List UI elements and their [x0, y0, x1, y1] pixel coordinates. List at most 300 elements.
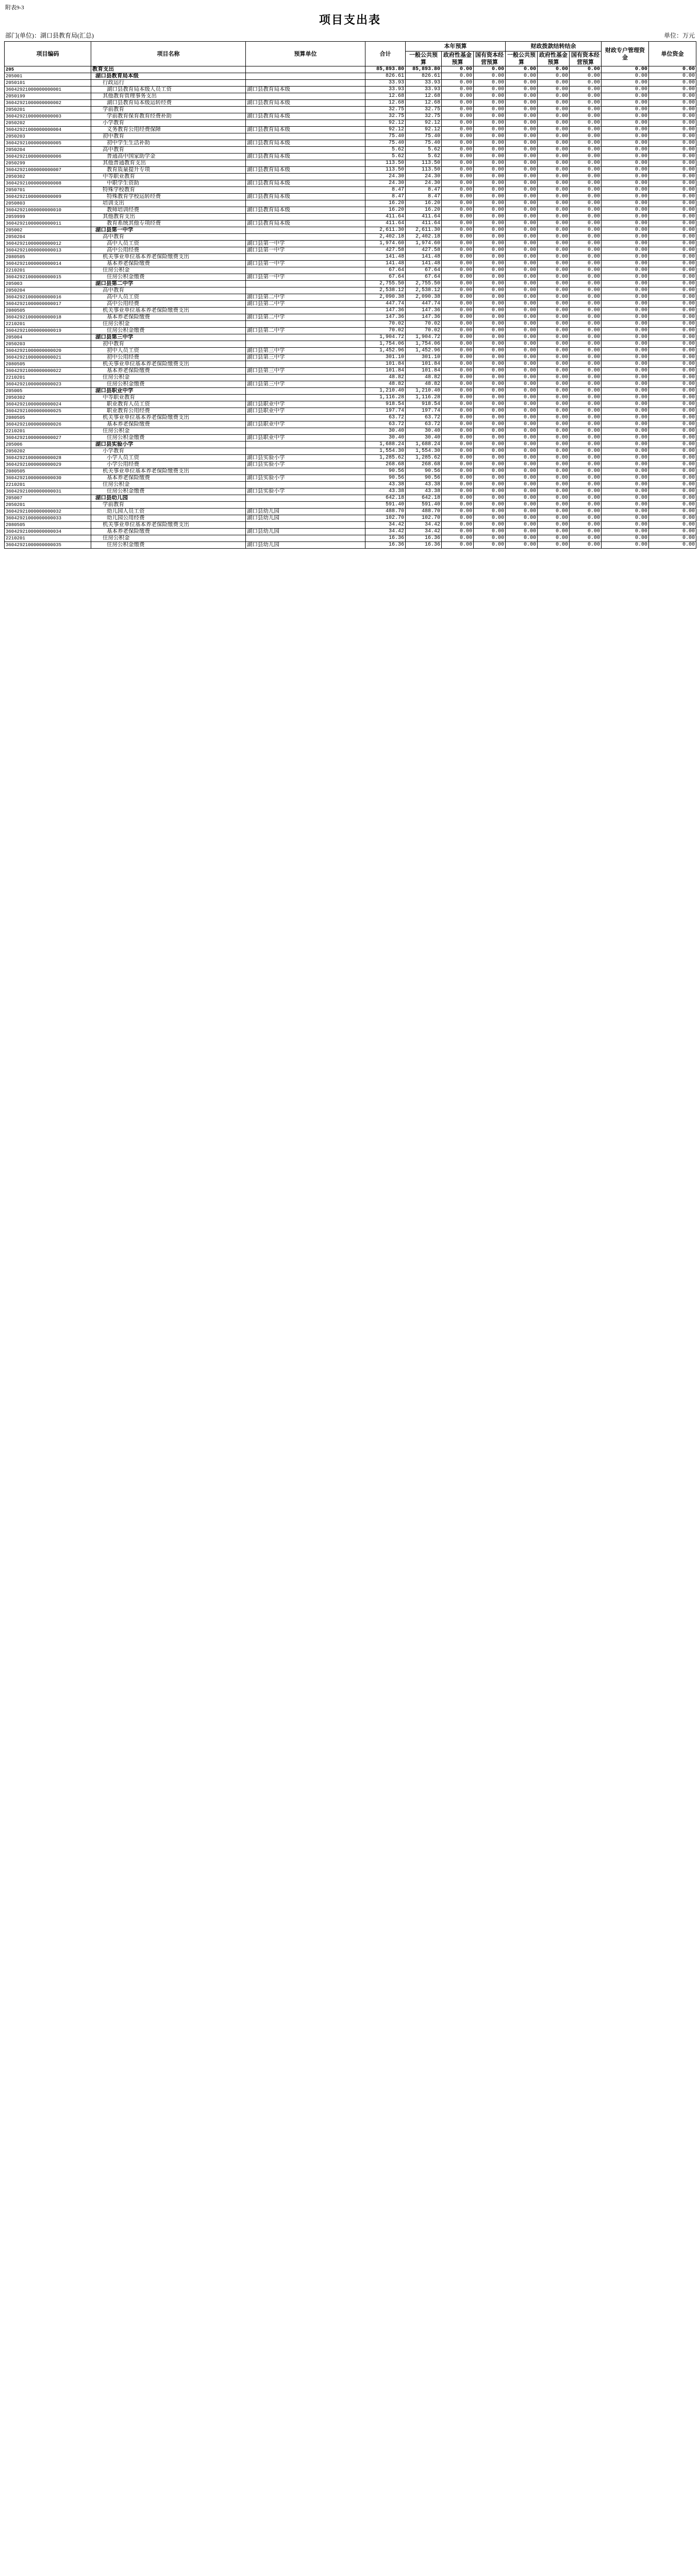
- row-value: 488.70: [365, 509, 406, 515]
- row-value: 0.00: [602, 462, 649, 468]
- table-row: [5, 442, 696, 448]
- row-code: 36042921000000000026: [5, 421, 91, 428]
- row-value: 0.00: [538, 468, 570, 475]
- row-value: 63.72: [365, 421, 406, 428]
- row-value: 2,090.38: [365, 294, 406, 301]
- row-value: 0.00: [602, 408, 649, 415]
- row-value: 0.00: [442, 462, 474, 468]
- row-value: 0.00: [602, 428, 649, 435]
- table-row: [5, 502, 696, 509]
- row-value: 0.00: [649, 354, 696, 361]
- row-value: 0.00: [442, 301, 474, 308]
- col-general-budget: 一般公共预算: [406, 52, 442, 66]
- row-value: 0.00: [649, 261, 696, 267]
- row-value: 0.00: [506, 294, 538, 301]
- row-value: 0.00: [474, 254, 506, 261]
- row-value: 12.68: [365, 93, 406, 100]
- row-unit: 湖口县第三中学: [246, 368, 365, 375]
- table-row: [5, 154, 696, 160]
- row-value: 0.00: [474, 408, 506, 415]
- row-name: 小学教育: [91, 448, 246, 455]
- row-code: 205: [5, 66, 91, 73]
- row-code: 36042921000000000002: [5, 100, 91, 107]
- row-value: 0.00: [570, 167, 602, 174]
- row-value: 0.00: [474, 66, 506, 73]
- row-value: 16.20: [365, 207, 406, 214]
- row-value: 0.00: [538, 154, 570, 160]
- row-value: 0.00: [649, 241, 696, 247]
- row-unit: [246, 468, 365, 475]
- row-value: 0.00: [474, 107, 506, 113]
- row-value: 33.93: [406, 87, 442, 93]
- row-name: 湖口县职业中学: [91, 388, 246, 395]
- row-unit: 湖口县实验小学: [246, 475, 365, 482]
- row-value: 0.00: [538, 281, 570, 287]
- row-name: 教师培训经费: [91, 207, 246, 214]
- row-unit: 湖口县职业中学: [246, 421, 365, 428]
- row-name: 住房公积金缴费: [91, 381, 246, 388]
- row-value: 0.00: [649, 254, 696, 261]
- row-value: 0.00: [570, 542, 602, 549]
- row-value: 0.00: [649, 408, 696, 415]
- row-name: 学前教育: [91, 107, 246, 113]
- row-code: 2050302: [5, 174, 91, 180]
- row-value: 0.00: [649, 321, 696, 328]
- row-value: 0.00: [442, 281, 474, 287]
- row-value: 0.00: [602, 301, 649, 308]
- row-value: 0.00: [442, 133, 474, 140]
- row-name: 学前教育: [91, 502, 246, 509]
- row-value: 0.00: [602, 93, 649, 100]
- row-name: 中等职业教育: [91, 174, 246, 180]
- row-value: 5.62: [365, 154, 406, 160]
- row-value: 0.00: [474, 535, 506, 542]
- row-value: 0.00: [649, 167, 696, 174]
- row-value: 0.00: [649, 448, 696, 455]
- row-value: 0.00: [602, 294, 649, 301]
- row-name: 基本养老保险缴费: [91, 475, 246, 482]
- row-code: 36042921000000000022: [5, 368, 91, 375]
- row-value: 0.00: [649, 160, 696, 167]
- row-value: 0.00: [442, 502, 474, 509]
- row-value: 70.02: [406, 328, 442, 334]
- row-value: 0.00: [649, 234, 696, 241]
- row-value: 0.00: [570, 468, 602, 475]
- row-value: 0.00: [570, 247, 602, 254]
- row-name: 基本养老保险缴费: [91, 529, 246, 535]
- row-value: 0.00: [474, 421, 506, 428]
- row-value: 0.00: [602, 361, 649, 368]
- row-unit: [246, 495, 365, 502]
- row-name: 住房公积金: [91, 375, 246, 381]
- row-value: 0.00: [649, 147, 696, 154]
- row-value: 0.00: [570, 160, 602, 167]
- row-value: 30.40: [406, 435, 442, 442]
- row-value: 918.54: [365, 401, 406, 408]
- row-value: 0.00: [538, 254, 570, 261]
- row-value: 0.00: [442, 80, 474, 87]
- row-value: 0.00: [538, 314, 570, 321]
- row-value: 147.36: [406, 308, 442, 314]
- row-value: 0.00: [602, 267, 649, 274]
- row-value: 0.00: [538, 448, 570, 455]
- table-row: [5, 488, 696, 495]
- row-unit: 湖口县教育局本级: [246, 180, 365, 187]
- row-name: 机关事业单位基本养老保险缴费支出: [91, 468, 246, 475]
- row-value: 0.00: [538, 361, 570, 368]
- row-value: 0.00: [474, 475, 506, 482]
- row-value: 0.00: [474, 194, 506, 200]
- row-value: 0.00: [649, 294, 696, 301]
- row-unit: [246, 341, 365, 348]
- row-value: 0.00: [570, 348, 602, 354]
- row-value: 0.00: [506, 66, 538, 73]
- row-value: 0.00: [538, 66, 570, 73]
- row-value: 34.42: [406, 529, 442, 535]
- row-value: 0.00: [506, 254, 538, 261]
- row-value: 0.00: [538, 535, 570, 542]
- row-value: 16.36: [406, 542, 442, 549]
- row-value: 0.00: [649, 435, 696, 442]
- row-value: 268.68: [365, 462, 406, 468]
- row-value: 0.00: [538, 354, 570, 361]
- row-value: 0.00: [506, 200, 538, 207]
- row-value: 0.00: [649, 221, 696, 227]
- row-value: 0.00: [649, 482, 696, 488]
- row-value: 0.00: [538, 442, 570, 448]
- row-value: 0.00: [602, 502, 649, 509]
- row-value: 0.00: [570, 408, 602, 415]
- row-value: 0.00: [506, 348, 538, 354]
- row-value: 0.00: [506, 354, 538, 361]
- row-value: 0.00: [570, 401, 602, 408]
- row-value: 32.75: [406, 107, 442, 113]
- row-value: 0.00: [506, 261, 538, 267]
- row-code: 2050201: [5, 502, 91, 509]
- row-name: 机关事业单位基本养老保险缴费支出: [91, 415, 246, 421]
- attachment-label: 附表9-3: [5, 5, 24, 11]
- row-value: 0.00: [602, 261, 649, 267]
- row-value: 63.72: [365, 415, 406, 421]
- row-value: 0.00: [570, 488, 602, 495]
- row-unit: 湖口县第二中学: [246, 301, 365, 308]
- row-value: 0.00: [649, 187, 696, 194]
- row-value: 0.00: [474, 207, 506, 214]
- row-code: 2080505: [5, 415, 91, 421]
- row-value: 90.56: [406, 475, 442, 482]
- row-value: 0.00: [442, 294, 474, 301]
- row-value: 0.00: [538, 113, 570, 120]
- row-value: 12.68: [365, 100, 406, 107]
- row-unit: [246, 428, 365, 435]
- table-row: [5, 261, 696, 267]
- table-row: [5, 314, 696, 321]
- row-value: 0.00: [538, 341, 570, 348]
- row-value: 0.00: [474, 281, 506, 287]
- row-value: 0.00: [474, 395, 506, 401]
- row-name: 教育支出: [91, 66, 246, 73]
- row-value: 5.62: [365, 147, 406, 154]
- row-value: 0.00: [649, 207, 696, 214]
- row-code: 205004: [5, 334, 91, 341]
- row-unit: 湖口县实验小学: [246, 455, 365, 462]
- row-value: 0.00: [442, 254, 474, 261]
- row-code: 2050202: [5, 448, 91, 455]
- row-name: 湖口县教育局本级: [91, 73, 246, 80]
- row-unit: [246, 73, 365, 80]
- row-code: 36042921000000000019: [5, 328, 91, 334]
- table-row: [5, 294, 696, 301]
- row-name: 其他普通教育支出: [91, 160, 246, 167]
- row-value: 90.56: [406, 468, 442, 475]
- row-value: 0.00: [570, 455, 602, 462]
- row-value: 0.00: [442, 455, 474, 462]
- row-value: 0.00: [602, 87, 649, 93]
- row-value: 0.00: [649, 368, 696, 375]
- col-code-header: 项目编码: [5, 42, 91, 66]
- row-value: 427.58: [365, 247, 406, 254]
- row-value: 1,554.30: [365, 448, 406, 455]
- row-value: 0.00: [506, 515, 538, 522]
- table-row: [5, 194, 696, 200]
- row-value: 0.00: [474, 502, 506, 509]
- row-value: 197.74: [406, 408, 442, 415]
- row-code: 2050701: [5, 187, 91, 194]
- row-value: 0.00: [570, 482, 602, 488]
- row-value: 0.00: [506, 475, 538, 482]
- row-value: 0.00: [442, 482, 474, 488]
- row-value: 2,538.12: [365, 287, 406, 294]
- row-value: 0.00: [474, 308, 506, 314]
- row-value: 0.00: [649, 73, 696, 80]
- row-value: 0.00: [442, 408, 474, 415]
- row-code: 36042921000000000004: [5, 127, 91, 133]
- row-value: 301.10: [406, 354, 442, 361]
- row-value: 0.00: [570, 281, 602, 287]
- row-value: 34.42: [365, 529, 406, 535]
- row-value: 0.00: [602, 113, 649, 120]
- row-value: 0.00: [506, 287, 538, 294]
- row-value: 0.00: [602, 140, 649, 147]
- row-value: 0.00: [570, 66, 602, 73]
- row-value: 0.00: [570, 435, 602, 442]
- row-value: 591.40: [406, 502, 442, 509]
- row-value: 826.61: [365, 73, 406, 80]
- row-value: 0.00: [570, 267, 602, 274]
- row-unit: 湖口县教育局本级: [246, 87, 365, 93]
- row-code: 2050201: [5, 107, 91, 113]
- row-code: 36042921000000000023: [5, 381, 91, 388]
- row-value: 0.00: [538, 227, 570, 234]
- row-value: 0.00: [538, 200, 570, 207]
- row-unit: 湖口县教育局本级: [246, 221, 365, 227]
- row-code: 2080505: [5, 308, 91, 314]
- row-value: 0.00: [538, 421, 570, 428]
- row-value: 16.36: [365, 535, 406, 542]
- row-value: 0.00: [538, 194, 570, 200]
- row-value: 0.00: [602, 328, 649, 334]
- row-value: 0.00: [506, 442, 538, 448]
- row-value: 85,893.80: [365, 66, 406, 73]
- row-value: 0.00: [442, 234, 474, 241]
- row-unit: 湖口县第二中学: [246, 328, 365, 334]
- row-value: 411.64: [365, 221, 406, 227]
- department-label: 部门(单位)：湖口县教育局(汇总): [5, 32, 94, 39]
- row-code: 2050803: [5, 200, 91, 207]
- row-unit: [246, 133, 365, 140]
- table-row: [5, 455, 696, 462]
- row-value: 0.00: [474, 221, 506, 227]
- row-value: 0.00: [442, 214, 474, 221]
- row-value: 0.00: [570, 194, 602, 200]
- table-row: [5, 348, 696, 354]
- row-value: 0.00: [538, 334, 570, 341]
- col-general-carry: 一般公共预算: [506, 52, 538, 66]
- row-code: 2050204: [5, 147, 91, 154]
- row-value: 0.00: [602, 227, 649, 234]
- row-value: 0.00: [602, 281, 649, 287]
- row-value: 0.00: [538, 180, 570, 187]
- row-value: 0.00: [442, 495, 474, 502]
- row-value: 0.00: [602, 522, 649, 529]
- table-row: [5, 160, 696, 167]
- row-value: 70.02: [365, 328, 406, 334]
- row-unit: [246, 448, 365, 455]
- table-row: [5, 140, 696, 147]
- row-name: 住房公积金缴费: [91, 542, 246, 549]
- row-value: 0.00: [442, 113, 474, 120]
- row-value: 0.00: [442, 381, 474, 388]
- row-unit: 湖口县第二中学: [246, 294, 365, 301]
- row-unit: 湖口县第三中学: [246, 381, 365, 388]
- row-value: 0.00: [474, 160, 506, 167]
- row-value: 0.00: [506, 462, 538, 468]
- row-value: 0.00: [442, 314, 474, 321]
- row-value: 0.00: [442, 221, 474, 227]
- row-value: 0.00: [442, 200, 474, 207]
- row-value: 0.00: [506, 341, 538, 348]
- row-value: 0.00: [442, 515, 474, 522]
- row-value: 0.00: [538, 107, 570, 113]
- row-value: 0.00: [602, 448, 649, 455]
- row-name: 高中公用经费: [91, 247, 246, 254]
- row-name: 初中教育: [91, 341, 246, 348]
- row-unit: 湖口县教育局本级: [246, 100, 365, 107]
- row-value: 0.00: [570, 529, 602, 535]
- row-name: 住房公积金缴费: [91, 488, 246, 495]
- row-value: 0.00: [649, 93, 696, 100]
- row-value: 32.75: [365, 113, 406, 120]
- row-value: 0.00: [602, 529, 649, 535]
- row-name: 基本养老保险缴费: [91, 314, 246, 321]
- row-value: 0.00: [474, 227, 506, 234]
- row-value: 0.00: [538, 80, 570, 87]
- row-code: 36042921000000000006: [5, 154, 91, 160]
- row-value: 0.00: [474, 462, 506, 468]
- row-value: 101.84: [406, 368, 442, 375]
- row-code: 2080505: [5, 361, 91, 368]
- row-value: 0.00: [538, 509, 570, 515]
- row-value: 0.00: [602, 321, 649, 328]
- row-value: 63.72: [406, 421, 442, 428]
- row-value: 0.00: [506, 221, 538, 227]
- row-code: 36042921000000000033: [5, 515, 91, 522]
- row-value: 0.00: [474, 147, 506, 154]
- row-value: 0.00: [474, 401, 506, 408]
- row-value: 0.00: [649, 334, 696, 341]
- row-name: 机关事业单位基本养老保险缴费支出: [91, 522, 246, 529]
- row-value: 0.00: [506, 160, 538, 167]
- row-name: 教育系统其他专项经费: [91, 221, 246, 227]
- row-value: 1,210.40: [365, 388, 406, 395]
- row-unit: 湖口县第一中学: [246, 274, 365, 281]
- row-value: 33.93: [365, 87, 406, 93]
- row-value: 0.00: [570, 207, 602, 214]
- col-special-header: 财政专户管理资金: [602, 42, 649, 66]
- row-value: 0.00: [570, 502, 602, 509]
- row-value: 0.00: [649, 442, 696, 448]
- row-value: 0.00: [602, 435, 649, 442]
- row-unit: 湖口县教育局本级: [246, 127, 365, 133]
- row-value: 197.74: [365, 408, 406, 415]
- row-code: 36042921000000000035: [5, 542, 91, 549]
- row-value: 0.00: [538, 495, 570, 502]
- row-value: 642.18: [365, 495, 406, 502]
- row-value: 0.00: [570, 227, 602, 234]
- row-value: 1,452.96: [365, 348, 406, 354]
- row-value: 0.00: [538, 214, 570, 221]
- row-value: 0.00: [442, 127, 474, 133]
- row-value: 0.00: [649, 381, 696, 388]
- row-value: 0.00: [570, 428, 602, 435]
- row-name: 湖口县第二中学: [91, 281, 246, 287]
- row-value: 0.00: [474, 127, 506, 133]
- row-value: 0.00: [474, 200, 506, 207]
- row-value: 0.00: [649, 502, 696, 509]
- row-unit: [246, 160, 365, 167]
- row-value: 0.00: [474, 214, 506, 221]
- row-value: 0.00: [649, 515, 696, 522]
- row-value: 0.00: [474, 341, 506, 348]
- row-value: 5.62: [406, 147, 442, 154]
- row-value: 0.00: [474, 133, 506, 140]
- row-value: 0.00: [506, 468, 538, 475]
- row-value: 0.00: [538, 515, 570, 522]
- row-value: 8.47: [365, 194, 406, 200]
- row-name: 湖口县第三中学: [91, 334, 246, 341]
- row-code: 2210201: [5, 321, 91, 328]
- table-row: [5, 147, 696, 154]
- row-value: 591.40: [365, 502, 406, 509]
- row-value: 0.00: [602, 120, 649, 127]
- row-value: 1,285.62: [406, 455, 442, 462]
- row-code: 36042921000000000009: [5, 194, 91, 200]
- row-value: 0.00: [602, 509, 649, 515]
- row-code: 2050203: [5, 133, 91, 140]
- row-code: 2059999: [5, 214, 91, 221]
- row-value: 0.00: [602, 381, 649, 388]
- row-value: 0.00: [506, 482, 538, 488]
- row-value: 141.48: [406, 254, 442, 261]
- row-value: 0.00: [570, 127, 602, 133]
- row-name: 住房公积金: [91, 482, 246, 488]
- row-value: 0.00: [538, 328, 570, 334]
- row-code: 2080505: [5, 468, 91, 475]
- row-value: 0.00: [442, 180, 474, 187]
- table-row: [5, 274, 696, 281]
- row-value: 1,285.62: [365, 455, 406, 462]
- row-value: 2,538.12: [406, 287, 442, 294]
